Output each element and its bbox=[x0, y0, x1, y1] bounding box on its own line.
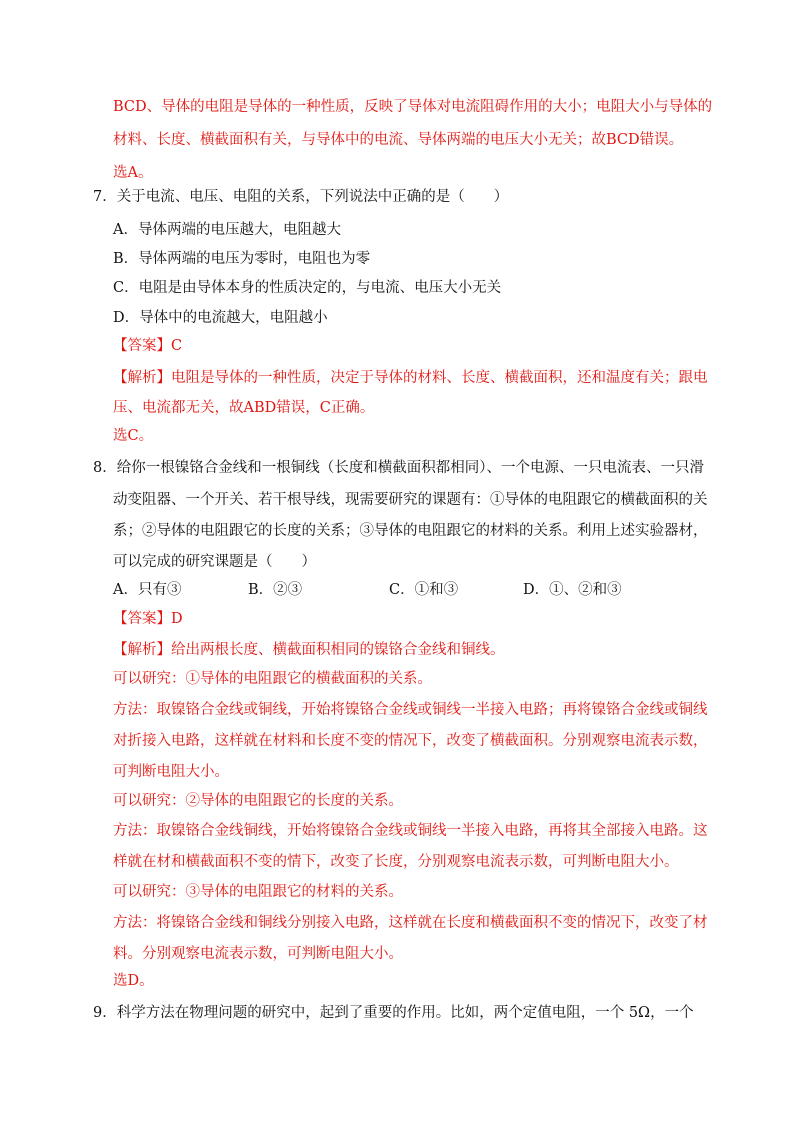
q7-option-b: B．导体两端的电压为零时，电阻也为零 bbox=[113, 251, 371, 267]
q8-analysis-line-5: 可判断电阻大小。 bbox=[113, 764, 229, 780]
q7-option-d: D．导体中的电流越大，电阻越小 bbox=[113, 310, 328, 326]
q8-analysis-line-11: 料。分别观察电流表示数，可判断电阻大小。 bbox=[113, 946, 403, 962]
q8-analysis-line-6: 可以研究：②导体的电阻跟它的长度的关系。 bbox=[113, 793, 403, 809]
q8-analysis-line-2: 可以研究：①导体的电阻跟它的横截面积的关系。 bbox=[113, 671, 432, 687]
q8-analysis-line-9: 可以研究：③导体的电阻跟它的材料的关系。 bbox=[113, 884, 403, 900]
q7-choice: 选C。 bbox=[113, 428, 154, 444]
q8-answer: 【答案】D bbox=[113, 611, 183, 627]
q7-answer: 【答案】C bbox=[113, 338, 183, 354]
prev-analysis-line-2: 材料、长度、横截面积有关，与导体中的电流、导体两端的电压大小无关；故BCD错误。 bbox=[113, 132, 684, 148]
q7-analysis-line-2: 压、电流都无关，故ABD错误，C正确。 bbox=[113, 400, 375, 416]
q8-analysis-line-4: 对折接入电路，这样就在材料和长度不变的情况下，改变了横截面积。分别观察电流表示数， bbox=[113, 733, 708, 749]
q8-stem-line-4: 可以完成的研究课题是（ ） bbox=[113, 554, 316, 570]
q8-stem-line-3: 系；②导体的电阻跟它的长度的关系；③导体的电阻跟它的材料的关系。利用上述实验器材， bbox=[113, 523, 708, 539]
q7-analysis-line-1: 【解析】电阻是导体的一种性质，决定于导体的材料、长度、横截面积，还和温度有关；跟电 bbox=[113, 370, 708, 386]
q8-analysis-line-1: 【解析】给出两根长度、横截面积相同的镍铬合金线和铜线。 bbox=[113, 642, 505, 658]
q8-option-c: C．①和③ bbox=[389, 582, 459, 598]
q8-option-d: D．①、②和③ bbox=[523, 582, 622, 598]
q8-option-b: B．②③ bbox=[248, 582, 303, 598]
q7-option-c: C．电阻是由导体本身的性质决定的，与电流、电压大小无关 bbox=[113, 280, 502, 296]
q8-analysis-line-8: 样就在材和横截面积不变的情下，改变了长度，分别观察电流表示数，可判断电阻大小。 bbox=[113, 854, 679, 870]
q7-option-a: A．导体两端的电压越大，电阻越大 bbox=[113, 222, 341, 238]
prev-choice: 选A。 bbox=[113, 165, 153, 181]
q8-analysis-line-3: 方法：取镍铬合金线或铜线，开始将镍铬合金线或铜线一半接入电路；再将镍铬合金线或铜线 bbox=[113, 702, 708, 718]
q7-stem: 7．关于电流、电压、电阻的关系，下列说法中正确的是（ ） bbox=[93, 189, 509, 205]
q8-analysis-line-7: 方法：取镍铬合金线铜线，开始将镍铬合金线或铜线一半接入电路，再将其全部接入电路。这 bbox=[113, 823, 708, 839]
q8-stem-line-2: 动变阻器、一个开关、若干根导线，现需要研究的课题有：①导体的电阻跟它的横截面积的关 bbox=[113, 492, 708, 508]
prev-analysis-line-1: BCD、导体的电阻是导体的一种性质，反映了导体对电流阻碍作用的大小；电阻大小与导体的 bbox=[113, 99, 713, 115]
q9-stem-line-1: 9．科学方法在物理问题的研究中，起到了重要的作用。比如，两个定值电阻，一个 5Ω，一个 bbox=[93, 1005, 694, 1021]
q8-stem-line-1: 8．给你一根镍铬合金线和一根铜线（长度和横截面积都相同）、一个电源、一只电流表、一只滑 bbox=[93, 460, 704, 476]
q8-analysis-line-10: 方法：将镍铬合金线和铜线分别接入电路，这样就在长度和横截面积不变的情况下，改变了材 bbox=[113, 915, 708, 931]
q8-option-a: A．只有③ bbox=[113, 582, 182, 598]
q8-choice: 选D。 bbox=[113, 973, 154, 989]
